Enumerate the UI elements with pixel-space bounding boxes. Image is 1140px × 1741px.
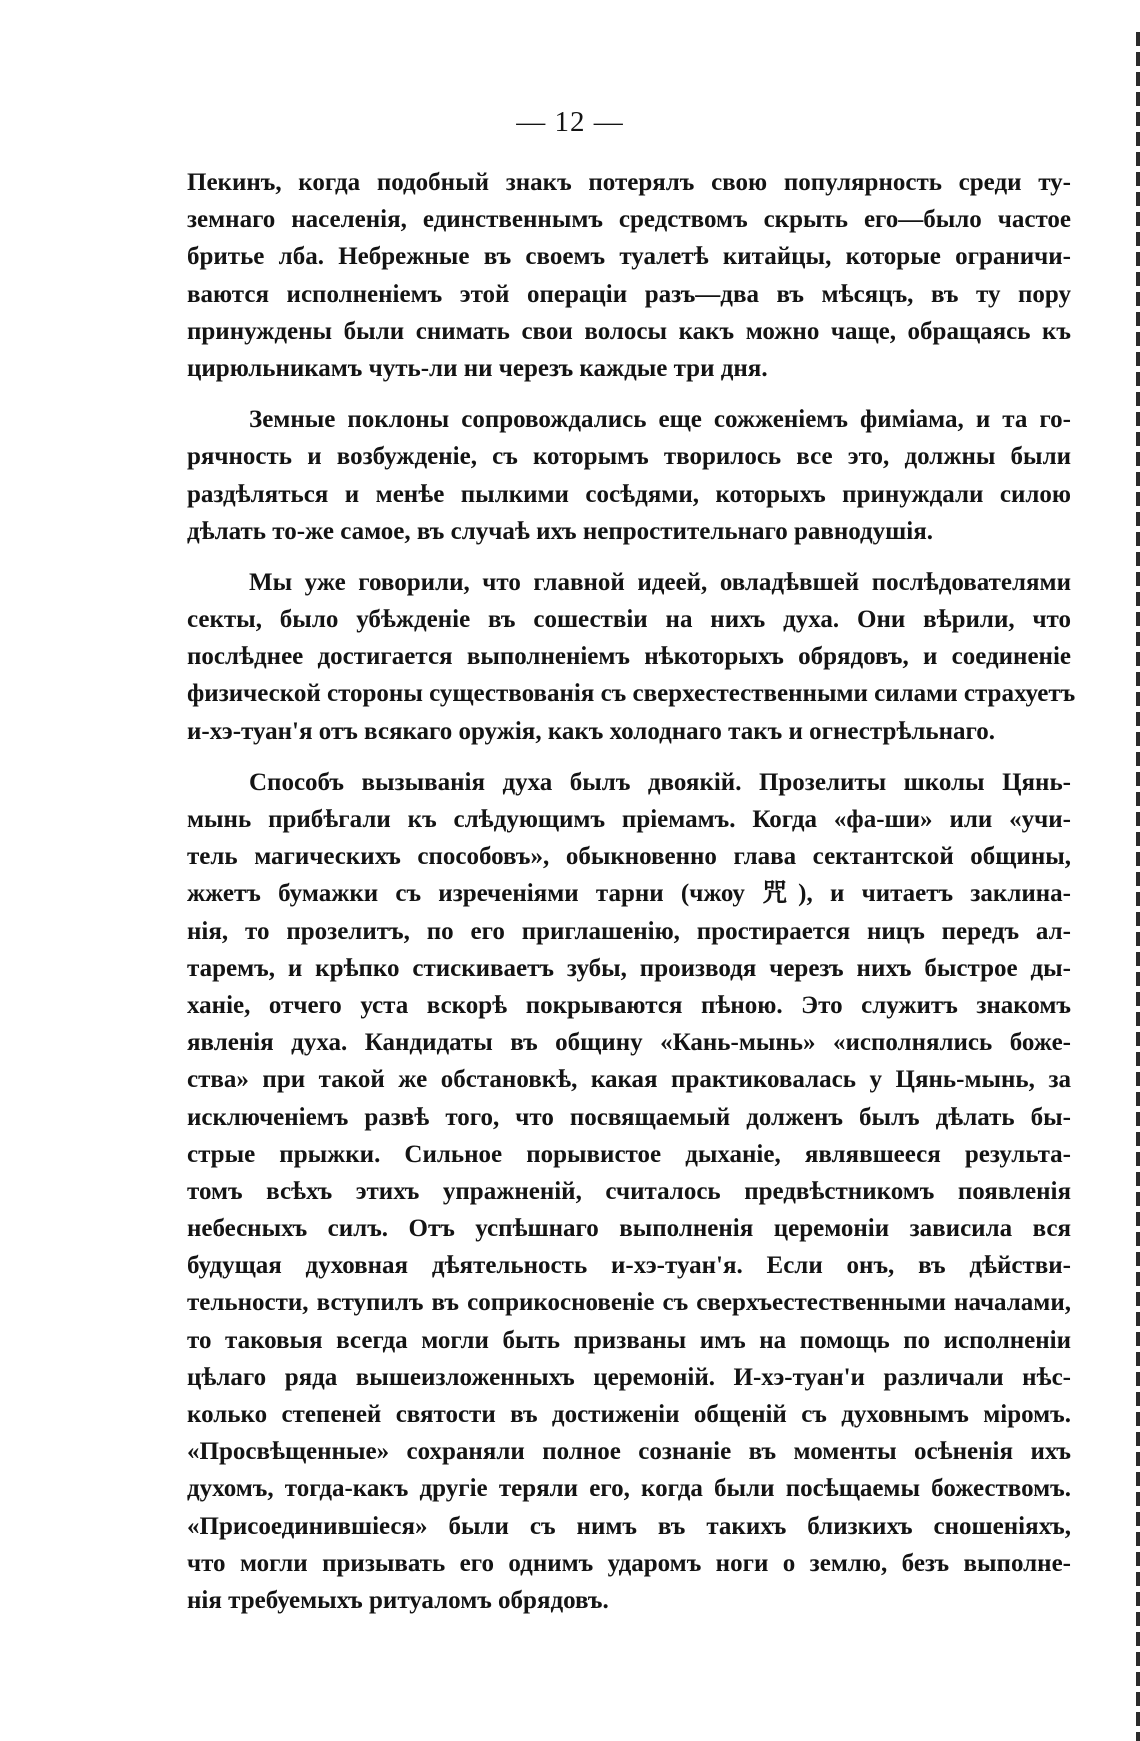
paragraph-4 — [187, 764, 1071, 1619]
text-line: и-хэ-туан'я отъ всякаго оружія, какъ холоднаго такъ и огнестрѣльнаго. — [187, 717, 995, 745]
text-line: тельности, вступилъ въ соприкосновеніе съ сверхъестественными началами, — [187, 1289, 1071, 1317]
text-line: «Просвѣщенные» сохраняли полное сознаніе въ моменты осѣненія ихъ — [187, 1438, 1071, 1466]
text-line: колько степеней святости въ достиженіи общеній съ духовнымъ міромъ. — [187, 1401, 1071, 1428]
body-text — [187, 164, 1076, 1633]
text-line: нія, то прозелитъ, по его приглашенію, простирается ницъ передъ ал- — [187, 917, 1071, 945]
text-line: ваются исполненіемъ этой операціи разъ—два въ мѣсяцъ, въ ту пору — [187, 280, 1071, 308]
text-line: мынь прибѣгали къ слѣдующимъ пріемамъ. Когда «фа-ши» или «учи- — [187, 806, 1071, 833]
text-line: Земные поклоны сопровождались еще сожженіемъ фиміама, и та го- — [249, 406, 1071, 434]
text-line: рячность и возбужденіе, съ которымъ творилось все это, должны были — [187, 443, 1071, 471]
text-line: цирюльникамъ чуть-ли ни черезъ каждые три дня. — [187, 354, 768, 382]
text-line: Мы уже говорили, что главной идеей, овладѣвшей послѣдователями — [249, 568, 1071, 596]
text-line: явленія духа. Кандидаты въ общину «Кань-мынь» «исполнялись боже- — [187, 1029, 1071, 1057]
text-line: ства» при такой же обстановкѣ, какая практиковалась у Цянь-мынь, за — [187, 1066, 1071, 1094]
text-line: Пекинъ, когда подобный знакъ потерялъ свою популярность среди ту- — [187, 169, 1071, 196]
paragraph-2 — [187, 401, 1071, 550]
text-line: секты, было убѣжденіе въ сошествіи на нихъ духа. Они вѣрили, что — [187, 606, 1071, 634]
text-line: будущая духовная дѣятельность и-хэ-туан'я. Если онъ, въ дѣйстви- — [187, 1252, 1071, 1280]
paragraph-3 — [187, 564, 1076, 750]
text-line: стрые прыжки. Сильное порывистое дыханіе, являвшееся результа- — [187, 1140, 1071, 1168]
text-line: послѣднее достигается выполненіемъ нѣкоторыхъ обрядовъ, и соединеніе — [187, 643, 1071, 671]
text-line: томъ всѣхъ этихъ упражненій, считалось предвѣстникомъ появленія — [187, 1177, 1071, 1205]
text-line: цѣлаго ряда вышеизложенныхъ церемоній. И-хэ-туан'и различали нѣс- — [187, 1363, 1071, 1391]
text-line: земнаго населенія, единственнымъ средствомъ скрыть его—было частое — [187, 206, 1071, 234]
text-line: то таковыя всегда могли быть призваны имъ на помощь по исполненіи — [187, 1326, 1071, 1354]
text-line: жжетъ бумажки съ изреченіями тарни (чжоу 咒), и читаетъ заклина- — [187, 880, 1071, 908]
text-line: принуждены были снимать свои волосы какъ можно чаще, обращаясь къ — [187, 317, 1071, 345]
paragraph-1 — [187, 164, 1071, 387]
text-line: раздѣляться и менѣе пылкими сосѣдями, которыхъ принуждали силою — [187, 480, 1071, 508]
text-line: таремъ, и крѣпко стискиваетъ зубы, производя черезъ нихъ быстрое ды- — [187, 954, 1071, 982]
text-line: бритье лба. Небрежные въ своемъ туалетѣ китайцы, которые ограничи- — [187, 243, 1071, 271]
text-line: физической стороны существованія съ сверхестественными силами страхуетъ — [187, 680, 1076, 708]
page-edge-mark — [1136, 32, 1140, 1741]
text-line: духомъ, тогда-какъ другіе теряли его, когда были посѣщаемы божествомъ. — [187, 1475, 1071, 1503]
text-line: тель магическихъ способовъ», обыкновенно глава сектантской общины, — [187, 843, 1071, 871]
text-line: исключеніемъ развѣ того, что посвящаемый долженъ былъ дѣлать бы- — [187, 1103, 1071, 1131]
text-line: ханіе, отчего уста вскорѣ покрываются пѣною. Это служитъ знакомъ — [187, 991, 1071, 1019]
page-number: — 12 — — [516, 106, 624, 138]
text-line: что могли призывать его однимъ ударомъ ноги о землю, безъ выполне- — [187, 1549, 1071, 1577]
text-line: нія требуемыхъ ритуаломъ обрядовъ. — [187, 1586, 609, 1614]
text-line: дѣлать то-же самое, въ случаѣ ихъ непростительнаго равнодушія. — [187, 517, 934, 545]
text-line: Способъ вызыванія духа былъ двоякій. Прозелиты школы Цянь- — [249, 768, 1071, 796]
text-line: небесныхъ силъ. Отъ успѣшнаго выполненія церемоніи зависила вся — [187, 1215, 1071, 1243]
text-line: «Присоединившіеся» были съ нимъ въ такихъ близкихъ сношеніяхъ, — [187, 1512, 1071, 1540]
